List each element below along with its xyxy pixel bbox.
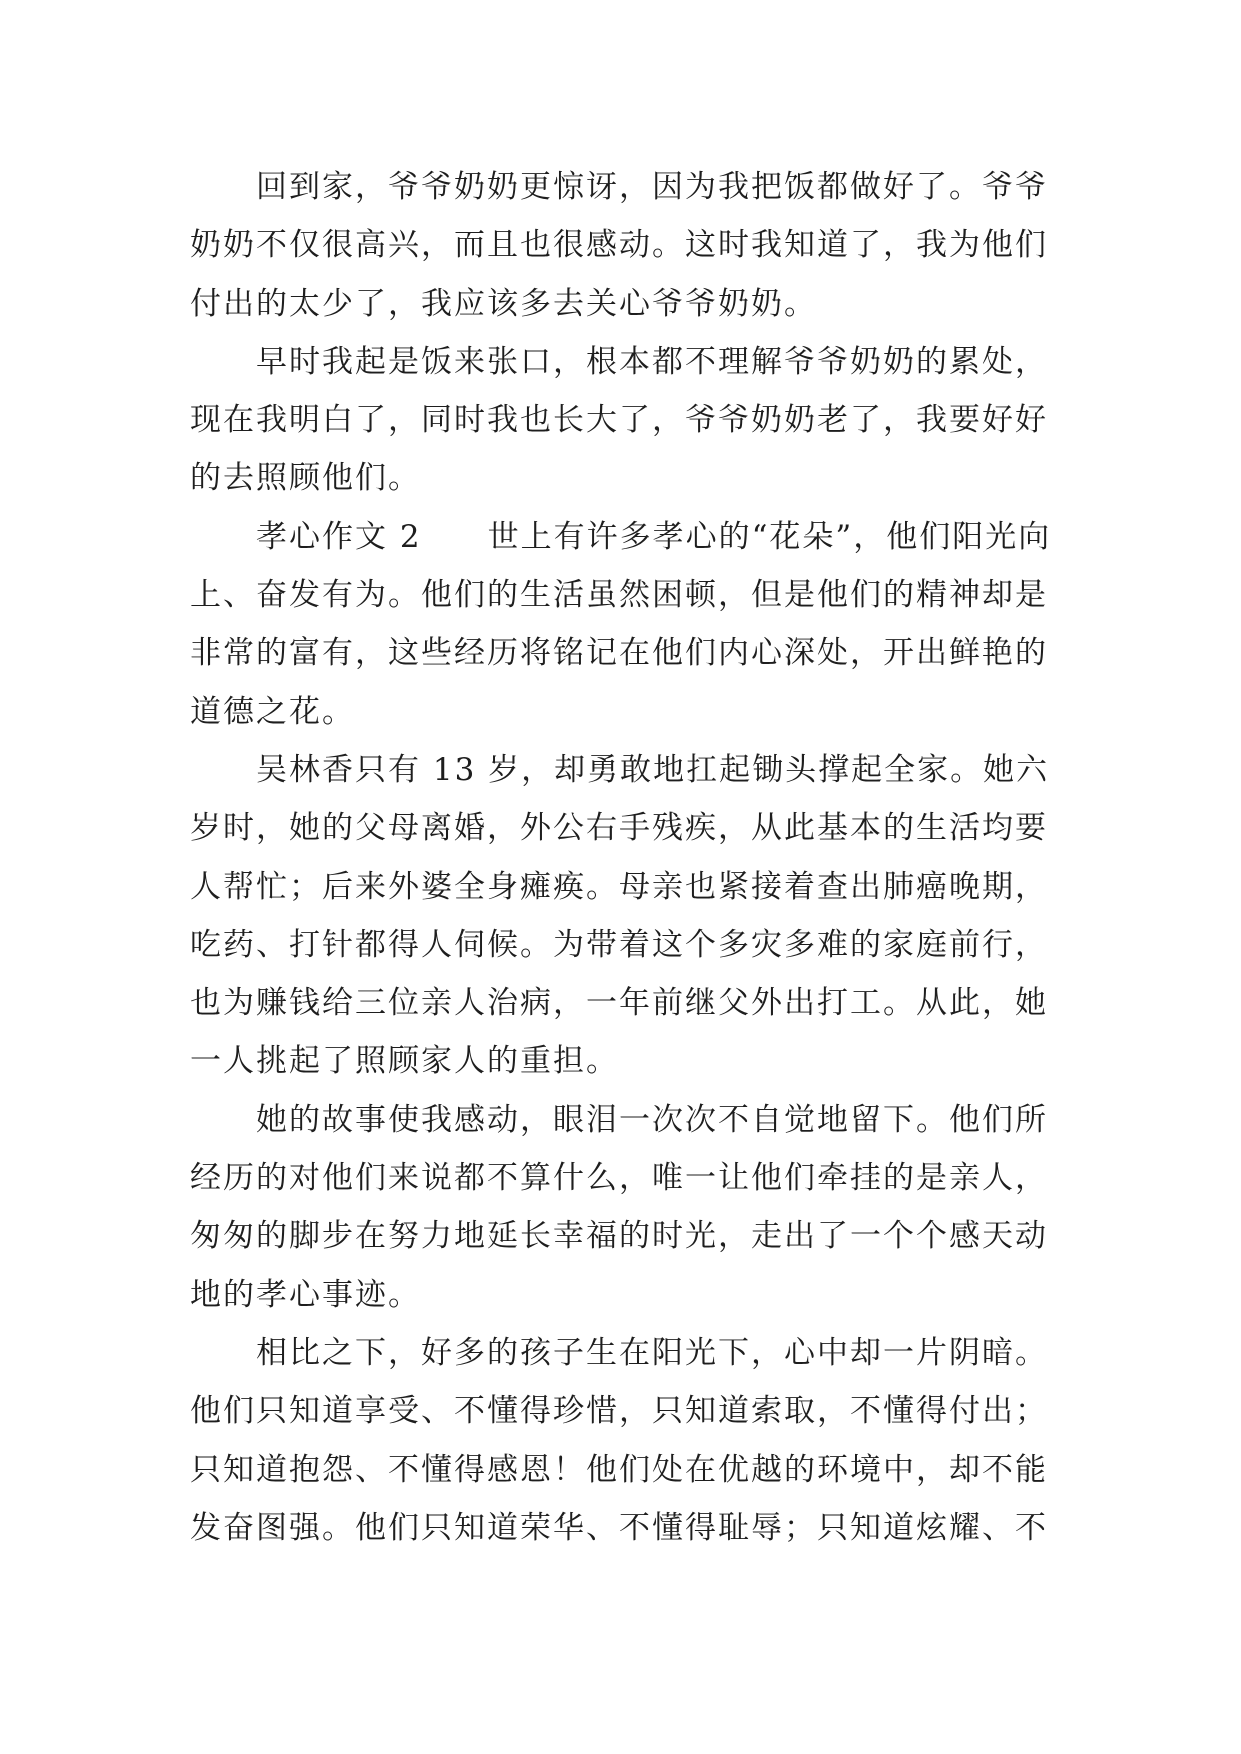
text-line: 只知道抱怨、不懂得感恩！他们处在优越的环境中，却不能 bbox=[190, 1451, 1048, 1488]
text-line: 上、奋发有为。他们的生活虽然困顿，但是他们的精神却是 bbox=[190, 577, 1048, 614]
text-line: 她的故事使我感动，眼泪一次次不自觉地留下。他们所 bbox=[256, 1101, 1048, 1138]
text-line: 付出的太少了，我应该多去关心爷爷奶奶。 bbox=[190, 285, 817, 322]
text-line: 地的孝心事迹。 bbox=[190, 1276, 421, 1313]
text-line: 早时我起是饭来张口，根本都不理解爷爷奶奶的累处， bbox=[256, 343, 1048, 380]
text-line: 非常的富有，这些经历将铭记在他们内心深处，开出鲜艳的 bbox=[190, 635, 1048, 672]
text-line: 回到家，爷爷奶奶更惊讶，因为我把饭都做好了。爷爷 bbox=[256, 169, 1048, 205]
text-line: 吃药、打针都得人伺候。为带着这个多灾多难的家庭前行， bbox=[190, 926, 1048, 963]
text-line: 的去照顾他们。 bbox=[190, 460, 421, 497]
text-line: 也为赚钱给三位亲人治病，一年前继父外出打工。从此，她 bbox=[190, 985, 1048, 1022]
text-line: 道德之花。 bbox=[190, 693, 355, 730]
text-line: 奶奶不仅很高兴，而且也很感动。这时我知道了，我为他们 bbox=[190, 227, 1048, 264]
text-line: 岁时，她的父母离婚，外公右手残疾，从此基本的生活均要 bbox=[190, 810, 1048, 847]
body-text bbox=[190, 158, 1050, 1557]
text-line: 他们只知道享受、不懂得珍惜，只知道索取，不懂得付出； bbox=[190, 1393, 1048, 1430]
text-line: 发奋图强。他们只知道荣华、不懂得耻辱；只知道炫耀、不 bbox=[190, 1509, 1048, 1546]
text-line: 孝心作文 2 世上有许多孝心的“花朵”，他们阳光向 bbox=[256, 518, 1052, 555]
text-line: 现在我明白了，同时我也长大了，爷爷奶奶老了，我要好好 bbox=[190, 402, 1048, 439]
text-line: 经历的对他们来说都不算什么，唯一让他们牵挂的是亲人， bbox=[190, 1160, 1048, 1197]
text-line: 匆匆的脚步在努力地延长幸福的时光，走出了一个个感天动 bbox=[190, 1218, 1048, 1255]
text-line: 吴林香只有 13 岁，却勇敢地扛起锄头撑起全家。她六 bbox=[256, 751, 1050, 788]
text-line: 一人挑起了照顾家人的重担。 bbox=[190, 1043, 619, 1080]
text-line: 人帮忙；后来外婆全身瘫痪。母亲也紧接着查出肺癌晚期， bbox=[190, 868, 1048, 905]
text-line: 相比之下，好多的孩子生在阳光下，心中却一片阴暗。 bbox=[256, 1334, 1048, 1371]
